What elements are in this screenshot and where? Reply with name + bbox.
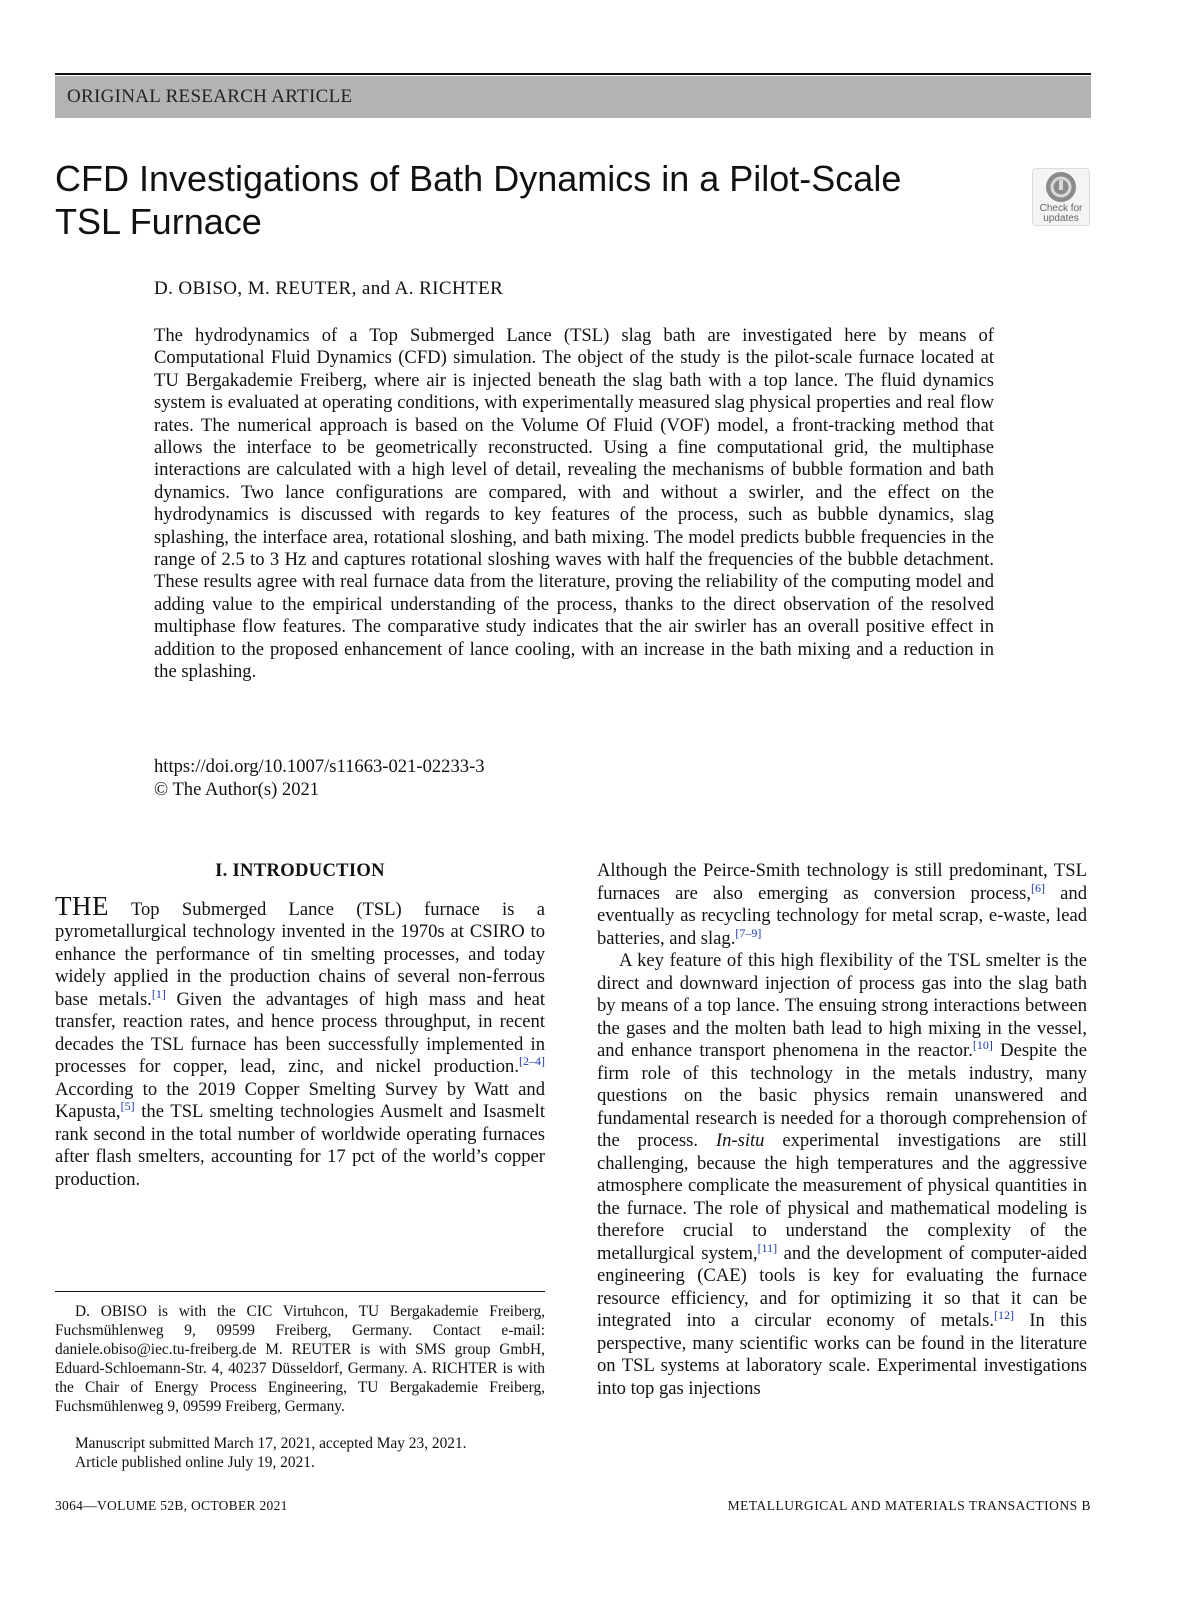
article-title: CFD Investigations of Bath Dynamics in a Pilot-Scale TSL Furnace bbox=[55, 158, 902, 242]
citation-link[interactable]: [2–4] bbox=[519, 1053, 545, 1068]
footnote-rule bbox=[55, 1291, 545, 1292]
citation-link[interactable]: [1] bbox=[151, 986, 166, 1001]
check-for-updates-badge[interactable] bbox=[1032, 168, 1090, 226]
left-column bbox=[55, 860, 545, 1191]
citation-link[interactable]: [11] bbox=[757, 1240, 778, 1255]
header-rule bbox=[55, 73, 1091, 75]
submitted-date: Manuscript submitted March 17, 2021, accepted May 23, 2021. bbox=[75, 1435, 467, 1452]
check-updates-icon bbox=[1046, 172, 1076, 202]
author-list: D. OBISO, M. REUTER, and A. RICHTER bbox=[154, 278, 504, 299]
page-footer-journal: METALLURGICAL AND MATERIALS TRANSACTIONS B bbox=[727, 1498, 1091, 1513]
citation-link[interactable]: [5] bbox=[120, 1098, 135, 1113]
citation-link[interactable]: [10] bbox=[972, 1037, 993, 1052]
page-footer-volume: 3064—VOLUME 52B, OCTOBER 2021 bbox=[55, 1498, 288, 1513]
check-updates-label: Check for updates bbox=[1039, 203, 1083, 224]
dropcap: THE bbox=[55, 890, 109, 921]
citation-link[interactable]: [12] bbox=[994, 1307, 1015, 1322]
abstract: The hydrodynamics of a Top Submerged Lance (TSL) slag bath are investigated here by means of Computational Fluid Dynamics (CFD) simulation. The object of the study is the pilot-scale furnace located at TU Bergakademie Freiberg, where air is injected beneath the slag bath with a top lance. The fluid dynamics system is evaluated at operating conditions, with experimentally measured slag physical properties and real flow rates. The numerical approach is based on the Volume Of Fluid (VOF) model, a front-tracking method that allows the interface to be geometrically reconstructed. Using a fine computational grid, the multiphase interactions are calculated with a high level of detail, revealing the mechanisms of bubble formation and bath dynamics. Two lance configurations are compared, with and without a swirler, and the effect on the hydrodynamics is discussed with regards to key features of the process, such as bubble dynamics, slag splashing, the interface area, rotational sloshing, and bath mixing. The model predicts bubble frequencies in the range of 2.5 to 3 Hz and captures rotational sloshing waves with half the frequencies of the bubble detachment. These results agree with real furnace data from the literature, proving the reliability of the computing model and adding value to the empirical understanding of the process, thanks to the direct observation of the resolved multiphase flow features. The comparative study indicates that the air swirler has an overall positive effect in addition to the proposed enhancement of lance cooling, with an increase in the bath mixing and a reduction in the splashing. bbox=[154, 325, 994, 683]
published-date: Article published online July 19, 2021. bbox=[75, 1454, 315, 1471]
section-heading-introduction: I. INTRODUCTION bbox=[215, 860, 385, 881]
author-affiliation-footnote: D. OBISO is with the CIC Virtuhcon, TU Bergakademie Freiberg, Fuchsmühlenweg 9, 09599 Freiberg, Germany. Contact e-mail: daniele.obiso@iec.tu-freiberg.de M. REUTER is with SMS group GmbH, Eduard-Schloemann-Str. 4, 40237 Düsseldorf, Germany. A. RICHTER is with the Chair of Energy Process Engineering, TU Bergakademie Freiberg, Fuchsmühlenweg 9, 09599 Freiberg, Germany. bbox=[55, 1303, 545, 1415]
citation-link[interactable]: [7–9] bbox=[735, 925, 762, 940]
intro-paragraph-2: Although the Peirce-Smith technology is still predominant, TSL furnaces are also emerging as conversion process,[6] and eventually as recycling technology for metal scrap, e-waste, lead batteries, and slag.[7–9] bbox=[597, 860, 1087, 949]
article-type-banner: ORIGINAL RESEARCH ARTICLE bbox=[55, 76, 1091, 118]
doi-block bbox=[154, 755, 485, 801]
intro-paragraph-3: A key feature of this high flexibility of the TSL smelter is the direct and downward injection of process gas into the slag bath by means of a top lance. The ensuing strong interactions between the gases and the molten bath lead to high mixing in the vessel, and enhance transport phenomena in the reactor.[10] Despite the firm role of this technology in the metals industry, many questions on the basic physics remain unanswered and fundamental research is needed for a thorough comprehension of the process. In-situ experimental investigations are still challenging, because the high temperatures and the aggressive atmosphere complicate the measurement of physical quantities in the furnace. The role of physical and mathematical modeling is therefore crucial to understand the complexity of the metallurgical system,[11] and the development of computer-aided engineering (CAE) tools is key for evaluating the furnace resource efficiency, and for optimizing it so that it can be integrated into a circular economy of metals.[12] In this perspective, many scientific works can be found in the literature on TSL systems at laboratory scale. Experimental investigations into top gas injections bbox=[597, 950, 1087, 1399]
manuscript-dates bbox=[75, 1434, 467, 1472]
intro-paragraph-1: THE Top Submerged Lance (TSL) furnace is a pyrometallurgical technology invented in the 1970s at CSIRO to enhance the performance of tin smelting processes, and today widely applied in the production chains of several non-ferrous base metals.[1] Given the advantages of high mass and heat transfer, reaction rates, and hence process throughput, in recent decades the TSL furnace has been successfully implemented in processes for copper, lead, zinc, and nickel production.[2–4] According to the 2019 Copper Smelting Survey by Watt and Kapusta,[5] the TSL smelting technologies Ausmelt and Isasmelt rank second in the total number of worldwide operating furnaces after flash smelters, accounting for 17 pct of the world’s copper production. bbox=[55, 890, 546, 1190]
right-column bbox=[597, 860, 1087, 1400]
doi-link[interactable]: https://doi.org/10.1007/s11663-021-02233-3 bbox=[154, 756, 485, 777]
copyright-notice: © The Author(s) 2021 bbox=[154, 779, 320, 800]
citation-link[interactable]: [6] bbox=[1030, 880, 1045, 895]
